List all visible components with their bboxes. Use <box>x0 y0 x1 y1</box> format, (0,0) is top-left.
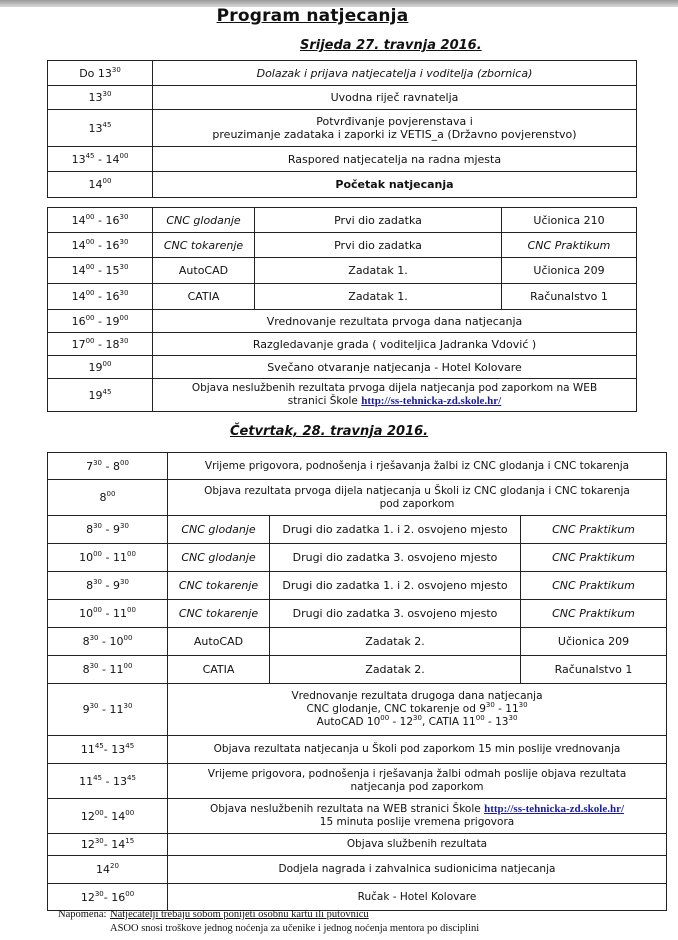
time-cell: $17^{00} - 18^{30}$ <box>48 333 153 356</box>
time-text: 11 <box>112 551 127 564</box>
time-text: 9 <box>82 703 90 716</box>
activity-cell: Dodjela nagrada i zahvalnica sudionicima natjecanja <box>168 856 667 884</box>
time-cell <box>48 110 153 147</box>
room-cell: CNC Praktikum <box>521 544 667 572</box>
time-sup: 30 <box>119 263 129 271</box>
time-sup: 45 <box>126 773 136 782</box>
page-title: Program natjecanja <box>216 6 409 26</box>
activity-line <box>171 716 663 729</box>
time-sup: 30 <box>508 714 518 722</box>
task-cell: Prvi dio zadatka <box>255 233 502 258</box>
time-sup: 00 <box>123 662 133 670</box>
room-cell: CNC Praktikum <box>502 233 637 258</box>
table-row <box>48 258 637 284</box>
time-cell: $9^{30} - 11^{30}$ <box>48 684 168 736</box>
discipline-cell: CATIA <box>153 284 255 310</box>
time-text: 12 <box>80 809 95 823</box>
task-cell: Prvi dio zadatka <box>255 208 502 233</box>
time-text: 13 <box>88 121 103 135</box>
activity-cell: Vrednovanje rezultata prvoga dana natjecanja <box>153 310 637 333</box>
time-sup: 30 <box>93 522 103 530</box>
time-sup: 30 <box>102 90 112 98</box>
activity-text: , CATIA 11 <box>421 716 476 728</box>
time-sup: 30 <box>518 701 528 709</box>
activity-line: Vrijeme prigovora, podnošenja i rješavanja žalbi odmah poslije objava rezultata <box>207 768 627 780</box>
school-website-link[interactable]: http://ss-tehnicka-zd.skole.hr/ <box>361 395 502 407</box>
time-sup: 30 <box>94 889 104 898</box>
time-sup: 00 <box>93 550 103 558</box>
time-text: 15 <box>105 264 120 277</box>
time-cell: $8^{30} - 9^{30}$ <box>48 572 168 600</box>
time-sup: 00 <box>380 714 390 722</box>
time-sup: 30 <box>94 837 104 845</box>
time-cell <box>48 172 153 198</box>
table-row <box>48 856 667 884</box>
table-row <box>48 480 667 516</box>
time-sup: 00 <box>94 808 104 817</box>
room-cell: Računalstvo 1 <box>502 284 637 310</box>
time-cell: $14^{00} - 16^{30}$ <box>48 208 153 233</box>
activity-cell <box>153 379 637 412</box>
table-row <box>48 61 637 86</box>
activity-line: Vrednovanje rezultata drugoga dana natjecanja <box>291 690 543 702</box>
time-text: 11 <box>79 774 94 788</box>
task-cell: Drugi dio zadatka 3. osvojeno mjesto <box>270 544 521 572</box>
time-sup: 00 <box>85 289 95 297</box>
time-text: 12 <box>80 890 95 904</box>
time-cell: $14^{00} - 16^{30}$ <box>48 284 153 310</box>
time-sup: 15 <box>125 837 135 845</box>
time-sup: 00 <box>125 808 135 817</box>
table-row <box>48 600 667 628</box>
time-sup: 30 <box>119 578 129 586</box>
activity-line: natjecanja pod zaporkom <box>350 781 484 793</box>
time-text: 13 <box>71 152 86 166</box>
activity-line: 15 minuta poslije vremena prigovora <box>319 816 515 828</box>
time-text: 8 <box>99 491 107 504</box>
time-sup: 00 <box>119 151 129 160</box>
time-sup: 45 <box>102 387 112 396</box>
activity-cell: Razgledavanje grada ( voditeljica Jadranka Vdović ) <box>153 333 637 356</box>
time-cell: $8^{30} - 11^{00}$ <box>48 656 168 684</box>
time-text: 14 <box>88 178 103 191</box>
time-text: 14 <box>111 838 126 851</box>
task-cell: Zadatak 1. <box>255 284 502 310</box>
time-text: 14 <box>96 863 111 876</box>
time-cell: $12^{30}-$ $14^{15}$ <box>48 834 168 856</box>
time-text: 11 <box>112 607 127 620</box>
time-text: 9 <box>112 579 120 592</box>
activity-cell: Objava rezultata natjecanja u Školi pod zaporkom 15 min poslije vrednovanja <box>168 736 667 764</box>
activity-line: pod zaporkom <box>379 497 455 510</box>
room-cell: CNC Praktikum <box>521 600 667 628</box>
time-cell <box>48 61 153 86</box>
time-sup: 30 <box>119 336 129 345</box>
time-sup: 00 <box>123 634 133 642</box>
time-cell: $8^{30} - 9^{30}$ <box>48 516 168 544</box>
activity-line: Objava rezultata prvoga dijela natjecanja u Školi iz CNC glodanja i CNC tokarenja <box>204 484 630 497</box>
task-cell: Zadatak 1. <box>255 258 502 284</box>
time-text: 14 <box>71 238 86 252</box>
time-sup: 30 <box>119 212 129 221</box>
time-cell: $13^{45} - 14^{00}$ <box>48 147 153 172</box>
activity-text: AutoCAD 10 <box>316 716 381 728</box>
time-text: 11 <box>109 663 124 676</box>
activity-line <box>156 395 633 408</box>
table-row <box>48 628 667 656</box>
day2-schedule-table <box>47 452 667 911</box>
room-cell: Računalstvo 1 <box>521 656 667 684</box>
table-row <box>48 834 667 856</box>
discipline-cell: CNC tokarenje <box>153 233 255 258</box>
time-text: 13 <box>112 774 127 788</box>
time-sup: 30 <box>89 702 99 710</box>
activity-text: stranici Škole <box>287 395 358 407</box>
discipline-cell: AutoCAD <box>168 628 270 656</box>
time-sup: 00 <box>85 263 95 271</box>
time-text: 18 <box>105 337 120 351</box>
time-text: 10 <box>79 551 94 564</box>
time-sup: 00 <box>126 550 136 558</box>
time-text: 17 <box>71 337 86 351</box>
time-cell: $14^{00} - 16^{30}$ <box>48 233 153 258</box>
time-sup: 30 <box>89 634 99 642</box>
task-cell: Drugi dio zadatka 3. osvojeno mjesto <box>270 600 521 628</box>
time-text: 14 <box>71 213 86 227</box>
time-sup: 30 <box>413 714 422 722</box>
task-cell: Zadatak 2. <box>270 656 521 684</box>
time-text: 19 <box>88 360 103 374</box>
table-row <box>48 379 637 412</box>
time-sup: 45 <box>102 120 112 129</box>
activity-cell <box>168 799 667 834</box>
time-sup: 00 <box>85 212 95 221</box>
time-sup: 30 <box>485 701 495 709</box>
time-text: 8 <box>82 635 90 648</box>
time-text: 13 <box>88 91 103 104</box>
day1-heading: Srijeda 27. travnja 2016. <box>300 38 482 53</box>
discipline-cell: CNC glodanje <box>168 516 270 544</box>
room-cell: Učionica 209 <box>502 258 637 284</box>
time-sup: 00 <box>126 606 136 614</box>
table-row <box>48 110 637 147</box>
table-row <box>48 172 637 198</box>
time-text: 8 <box>86 579 94 592</box>
table-row <box>48 684 667 736</box>
time-cell: $11^{45} - 13^{45}$ <box>48 764 168 799</box>
time-text: 19 <box>88 388 103 402</box>
activity-line: Potvrđivanje povjerenstava i <box>316 115 473 128</box>
time-sup: 00 <box>125 889 135 898</box>
activity-cell <box>168 684 667 736</box>
time-cell <box>48 480 168 516</box>
activity-cell: Objava službenih rezultata <box>168 834 667 856</box>
table-row <box>48 764 667 799</box>
activity-cell: Raspored natjecatelja na radna mjesta <box>153 147 637 172</box>
discipline-cell: CNC glodanje <box>153 208 255 233</box>
time-cell: $7^{30} - 8^{00}$ <box>48 453 168 480</box>
activity-text: - 13 <box>484 716 509 728</box>
time-sup: 00 <box>85 237 95 246</box>
time-text: 19 <box>105 314 120 328</box>
activity-text: - 12 <box>389 716 414 728</box>
time-sup: 00 <box>102 177 112 185</box>
time-sup: 30 <box>93 578 103 586</box>
day2-heading: Četvrtak, 28. travnja 2016. <box>230 424 429 439</box>
time-cell: $12^{30}-$ $16^{00}$ <box>48 884 168 911</box>
time-sup: 00 <box>106 490 116 498</box>
time-cell <box>48 856 168 884</box>
time-text: 12 <box>80 838 95 851</box>
time-sup: 30 <box>119 522 129 530</box>
day1-schedule-table <box>47 207 637 412</box>
table-row <box>48 147 637 172</box>
table-row <box>48 453 667 480</box>
activity-cell: Uvodna riječ ravnatelja <box>153 86 637 110</box>
time-sup: 45 <box>94 742 104 750</box>
time-sup: 30 <box>123 702 133 710</box>
time-text: 10 <box>79 607 94 620</box>
time-sup: 20 <box>110 862 119 870</box>
table-row <box>48 333 637 356</box>
time-sup: 00 <box>102 359 112 368</box>
time-sup: 45 <box>85 151 95 160</box>
time-text: 13 <box>111 743 126 756</box>
table-row <box>48 86 637 110</box>
activity-text: Objava neslužbenih rezultata na WEB stranici Škole <box>209 803 481 815</box>
time-sup: 00 <box>119 313 129 322</box>
time-cell: $10^{00} - 11^{00}$ <box>48 600 168 628</box>
time-text: 14 <box>111 809 126 823</box>
time-cell: $11^{45}-$ $13^{45}$ <box>48 736 168 764</box>
table-row <box>48 356 637 379</box>
time-sup: 00 <box>93 606 103 614</box>
time-text: 16 <box>71 314 86 328</box>
discipline-cell: CATIA <box>168 656 270 684</box>
table-row <box>48 572 667 600</box>
time-sup: 00 <box>475 714 485 722</box>
time-text: 14 <box>71 264 86 277</box>
time-text: 14 <box>105 152 120 166</box>
room-cell: CNC Praktikum <box>521 516 667 544</box>
time-text: 9 <box>112 523 120 536</box>
activity-line: Objava neslužbenih rezultata prvoga dijela natjecanja pod zaporkom na WEB <box>191 382 598 394</box>
activity-cell: Dolazak i prijava natjecatelja i voditelja (zbornica) <box>153 61 637 86</box>
task-cell: Drugi dio zadatka 1. i 2. osvojeno mjesto <box>270 516 521 544</box>
time-text: 16 <box>111 890 126 904</box>
table-row <box>48 310 637 333</box>
room-cell: Učionica 210 <box>502 208 637 233</box>
time-sup: 30 <box>119 289 129 297</box>
table-row <box>48 516 667 544</box>
note-line: Natjecatelji trebaju sobom ponijeti osobnu kartu ili putovnicu <box>110 909 369 920</box>
note-label: Napomena: <box>58 909 107 920</box>
time-cell: $14^{00} - 15^{30}$ <box>48 258 153 284</box>
activity-text: CNC glodanje, CNC tokarenje od 9 <box>306 703 486 715</box>
time-cell <box>48 86 153 110</box>
note <box>58 909 369 920</box>
time-sup: 00 <box>85 336 95 345</box>
activity-cell: Ručak - Hotel Kolovare <box>168 884 667 911</box>
note-line: ASOO snosi troškove jednog noćenja za učenike i jednog noćenja mentora po disciplini <box>110 923 480 934</box>
time-cell: $8^{30} - 10^{00}$ <box>48 628 168 656</box>
time-cell: $10^{00} - 11^{00}$ <box>48 544 168 572</box>
time-sup: 30 <box>89 662 99 670</box>
time-cell: $16^{00} - 19^{00}$ <box>48 310 153 333</box>
discipline-cell: CNC tokarenje <box>168 572 270 600</box>
time-text: 8 <box>112 459 120 473</box>
time-text: 8 <box>86 523 94 536</box>
table-row <box>48 799 667 834</box>
task-cell: Drugi dio zadatka 1. i 2. osvojeno mjesto <box>270 572 521 600</box>
activity-cell <box>153 110 637 147</box>
time-text: 11 <box>109 703 124 716</box>
activity-text: - 11 <box>494 703 519 715</box>
time-sup: 30 <box>111 65 121 74</box>
time-text: 16 <box>105 238 120 252</box>
table-row <box>48 233 637 258</box>
activity-cell <box>168 764 667 799</box>
table-row <box>48 208 637 233</box>
activity-cell: Vrijeme prigovora, podnošenja i rješavanja žalbi iz CNC glodanja i CNC tokarenja <box>168 453 667 480</box>
activity-cell: Svečano otvaranje natjecanja - Hotel Kolovare <box>153 356 637 379</box>
school-website-link[interactable]: http://ss-tehnicka-zd.skole.hr/ <box>484 803 625 815</box>
time-sup: 30 <box>119 237 129 246</box>
time-text: 16 <box>105 213 120 227</box>
discipline-cell: CNC glodanje <box>168 544 270 572</box>
discipline-cell: AutoCAD <box>153 258 255 284</box>
room-cell: Učionica 209 <box>521 628 667 656</box>
table-row <box>48 884 667 911</box>
time-cell <box>48 379 153 412</box>
activity-cell: Početak natjecanja <box>153 172 637 198</box>
table-row <box>48 284 637 310</box>
task-cell: Zadatak 2. <box>270 628 521 656</box>
activity-line <box>171 803 663 816</box>
discipline-cell: CNC tokarenje <box>168 600 270 628</box>
time-sup: 45 <box>125 742 135 750</box>
table-row <box>48 544 667 572</box>
time-text: 7 <box>86 459 94 473</box>
time-cell <box>48 356 153 379</box>
activity-line: preuzimanje zadataka i zaporki iz VETIS_a (Državno povjerenstvo) <box>212 128 577 141</box>
table-row <box>48 656 667 684</box>
time-text: 11 <box>80 743 95 756</box>
room-cell: CNC Praktikum <box>521 572 667 600</box>
time-sup: 30 <box>93 458 103 467</box>
time-text: 16 <box>105 290 120 303</box>
time-text: 10 <box>109 635 124 648</box>
day1-intro-table <box>47 60 637 198</box>
table-row <box>48 736 667 764</box>
activity-cell <box>168 480 667 516</box>
time-sup: 00 <box>85 313 95 322</box>
time-text: 14 <box>71 290 86 303</box>
time-cell: $12^{00}-$ $14^{00}$ <box>48 799 168 834</box>
time-text: 8 <box>82 663 90 676</box>
time-text: Do 13 <box>79 66 112 80</box>
time-sup: 00 <box>119 458 129 467</box>
time-sup: 45 <box>93 773 103 782</box>
